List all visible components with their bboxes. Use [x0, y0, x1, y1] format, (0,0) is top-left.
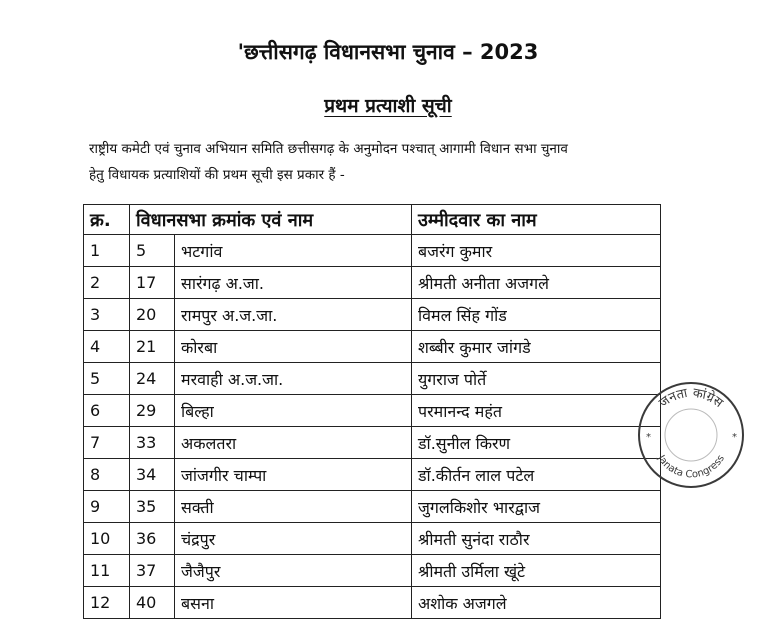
table-header-row — [84, 205, 661, 235]
row-candidate-name: डॉ.सुनील किरण — [412, 427, 661, 459]
row-candidate-name: जुगलकिशोर भारद्वाज — [412, 491, 661, 523]
row-candidate-name: शब्बीर कुमार जांगडे — [412, 331, 661, 363]
row-constituency-number: 34 — [130, 459, 175, 491]
table-row — [84, 235, 661, 267]
table-row — [84, 299, 661, 331]
row-serial: 9 — [84, 491, 130, 523]
row-candidate-name: डॉ.कीर्तन लाल पटेल — [412, 459, 661, 491]
row-constituency-name: भटगांव — [175, 235, 412, 267]
table-row — [84, 427, 661, 459]
intro-line-2: हेतु विधायक प्रत्याशियों की प्रथम सूची इस प्रकार हैं - — [89, 167, 345, 183]
stamp-star-right: * — [732, 432, 737, 443]
row-serial: 6 — [84, 395, 130, 427]
row-constituency-number: 5 — [130, 235, 175, 267]
row-constituency-name: बिल्हा — [175, 395, 412, 427]
row-constituency-number: 40 — [130, 587, 175, 619]
party-seal-stamp — [636, 380, 746, 490]
table-row — [84, 395, 661, 427]
header-constituency: विधानसभा क्रमांक एवं नाम — [130, 205, 412, 235]
row-constituency-number: 21 — [130, 331, 175, 363]
row-serial: 4 — [84, 331, 130, 363]
row-serial: 5 — [84, 363, 130, 395]
table-row — [84, 555, 661, 587]
stamp-text-top: जनता कांग्रेस — [656, 385, 726, 411]
row-serial: 11 — [84, 555, 130, 587]
row-candidate-name: परमानन्द महंत — [412, 395, 661, 427]
row-serial: 2 — [84, 267, 130, 299]
row-serial: 1 — [84, 235, 130, 267]
table-row — [84, 363, 661, 395]
row-candidate-name: श्रीमती अनीता अजगले — [412, 267, 661, 299]
table-row — [84, 459, 661, 491]
row-constituency-number: 33 — [130, 427, 175, 459]
row-constituency-number: 20 — [130, 299, 175, 331]
row-candidate-name: युगराज पोर्ते — [412, 363, 661, 395]
row-constituency-number: 35 — [130, 491, 175, 523]
row-constituency-name: कोरबा — [175, 331, 412, 363]
row-candidate-name: श्रीमती सुनंदा राठौर — [412, 523, 661, 555]
row-constituency-name: मरवाही अ.ज.जा. — [175, 363, 412, 395]
table-row — [84, 587, 661, 619]
row-candidate-name: बजरंग कुमार — [412, 235, 661, 267]
header-candidate: उम्मीदवार का नाम — [412, 205, 661, 235]
row-constituency-number: 24 — [130, 363, 175, 395]
row-constituency-number: 37 — [130, 555, 175, 587]
row-constituency-name: जांजगीर चाम्पा — [175, 459, 412, 491]
row-constituency-name: सक्ती — [175, 491, 412, 523]
row-constituency-number: 17 — [130, 267, 175, 299]
row-constituency-name: चंद्रपुर — [175, 523, 412, 555]
table-row — [84, 523, 661, 555]
table-row — [84, 331, 661, 363]
row-constituency-name: जैजैपुर — [175, 555, 412, 587]
row-serial: 3 — [84, 299, 130, 331]
row-serial: 10 — [84, 523, 130, 555]
row-serial: 12 — [84, 587, 130, 619]
row-candidate-name: विमल सिंह गोंड — [412, 299, 661, 331]
document-subtitle: प्रथम प्रत्याशी सूची — [324, 95, 452, 117]
stamp-inner-ring — [665, 409, 717, 461]
row-constituency-name: अकलतरा — [175, 427, 412, 459]
row-constituency-number: 36 — [130, 523, 175, 555]
row-serial: 8 — [84, 459, 130, 491]
table-row — [84, 267, 661, 299]
row-constituency-name: सारंगढ़ अ.जा. — [175, 267, 412, 299]
header-serial: क्र. — [84, 205, 130, 235]
row-constituency-name: बसना — [175, 587, 412, 619]
row-serial: 7 — [84, 427, 130, 459]
candidate-table — [83, 204, 661, 619]
stamp-star-left: * — [646, 432, 651, 443]
stamp-text-bottom: Janata Congress — [655, 453, 727, 481]
row-constituency-number: 29 — [130, 395, 175, 427]
row-candidate-name: श्रीमती उर्मिला खूंटे — [412, 555, 661, 587]
table-row — [84, 491, 661, 523]
row-candidate-name: अशोक अजगले — [412, 587, 661, 619]
table-body — [84, 235, 661, 619]
document-title: 'छत्तीसगढ़ विधानसभा चुनाव – 2023 — [237, 40, 539, 64]
intro-line-1: राष्ट्रीय कमेटी एवं चुनाव अभियान समिति छत्तीसगढ़ के अनुमोदन पश्चात् आगामी विधान सभा चुनाव — [89, 141, 568, 157]
row-constituency-name: रामपुर अ.ज.जा. — [175, 299, 412, 331]
